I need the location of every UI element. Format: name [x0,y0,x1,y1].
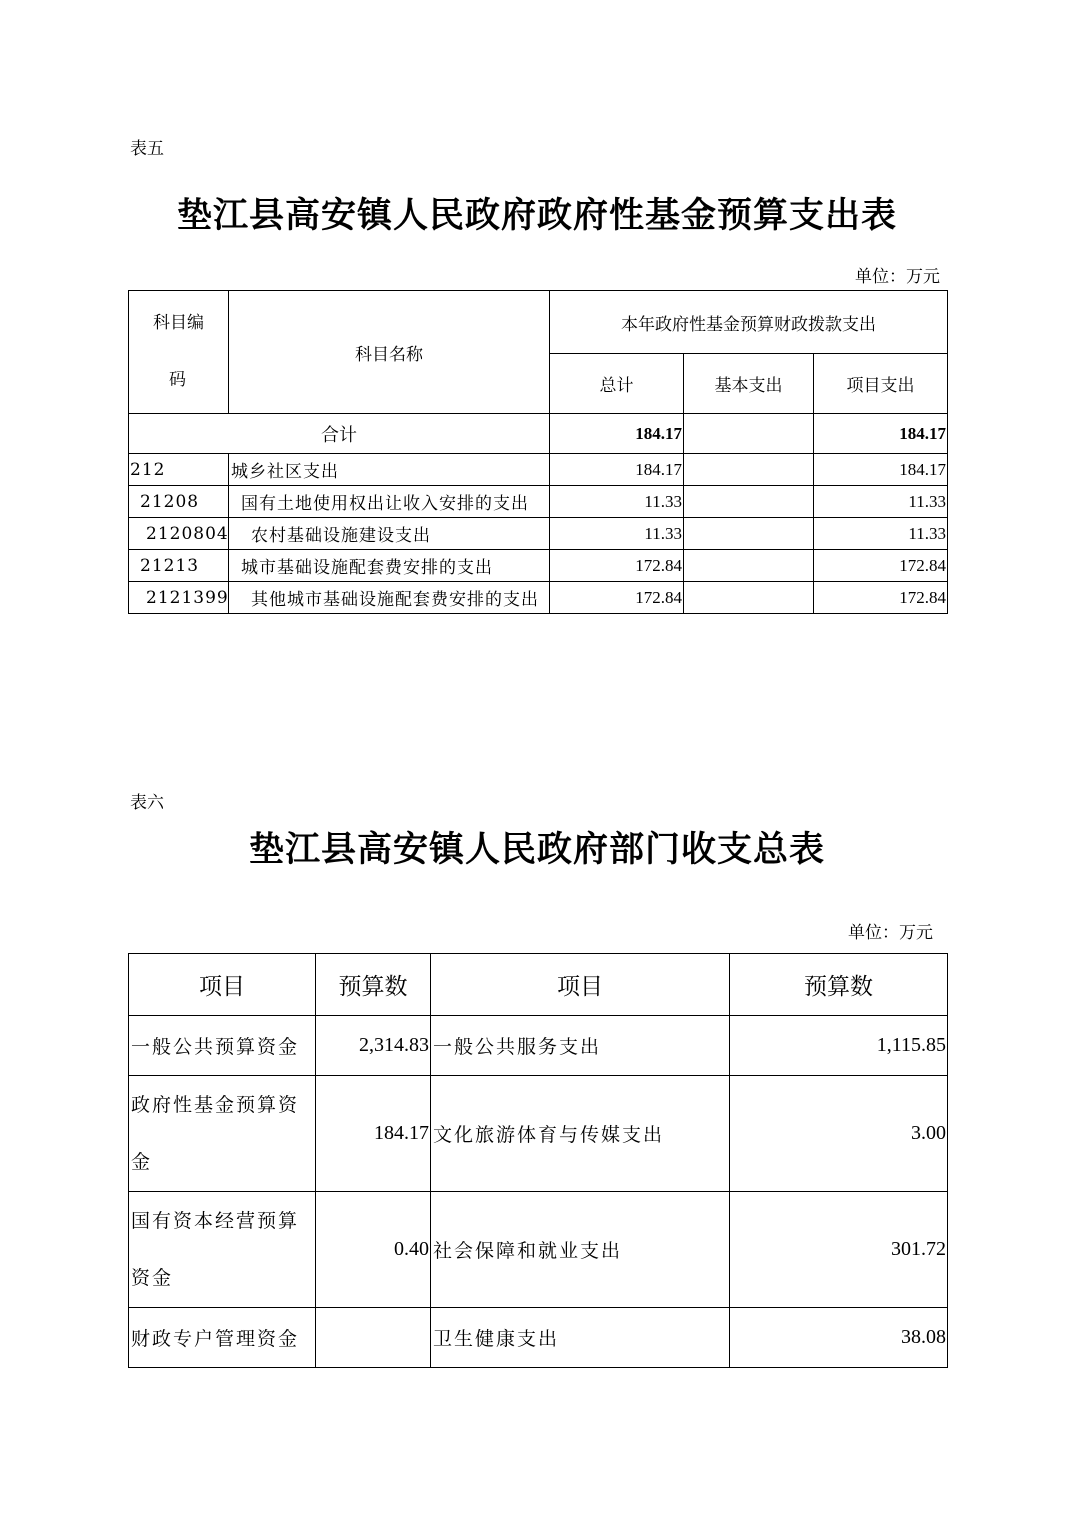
right-item: 文化旅游体育与传媒支出 [431,1076,730,1192]
row-total: 11.33 [550,518,684,550]
income-expenditure-summary-table [128,953,948,1368]
header-budget-left: 预算数 [316,954,431,1016]
left-item [129,1308,316,1368]
right-value: 38.08 [730,1308,948,1368]
left-value [316,1308,431,1368]
row-name: 农村基础设施建设支出 [229,518,550,550]
row-basic [684,550,814,582]
header-group: 本年政府性基金预算财政拨款支出 [550,291,948,354]
left-item-line1: 一般公共预算资金 [131,1036,300,1058]
row-name: 城市基础设施配套费安排的支出 [229,550,550,582]
left-item-line2: 资金 [131,1266,174,1289]
row-basic [684,582,814,614]
right-value: 1,115.85 [730,1016,948,1076]
header-code-line2: 码 [169,370,186,390]
left-item-line1: 财政专户管理资金 [131,1328,300,1350]
sum-row [129,414,948,454]
table6-title: 垫江县高安镇人民政府部门收支总表 [248,829,825,870]
sum-total: 184.17 [550,414,684,454]
row-project: 11.33 [814,518,948,550]
sum-project: 184.17 [814,414,948,454]
header-name: 科目名称 [229,291,550,414]
row-basic [684,454,814,486]
table6-label: 表六 [130,793,164,813]
left-item-line1: 国有资本经营预算 [131,1209,300,1232]
table5-label: 表五 [130,139,164,159]
table-row [129,1308,948,1368]
right-item: 卫生健康支出 [431,1308,730,1368]
row-total: 184.17 [550,454,684,486]
row-code: 21213 [129,550,229,582]
budget-expenditure-table [128,290,948,614]
header-basic: 基本支出 [684,354,814,414]
table-row [129,582,948,614]
left-item-line1: 政府性基金预算资 [131,1093,300,1116]
row-total: 172.84 [550,550,684,582]
row-code: 212 [129,454,229,486]
row-project: 172.84 [814,550,948,582]
table-row [129,1076,948,1192]
table-row [129,1016,948,1076]
sum-basic [684,414,814,454]
table-row [129,486,948,518]
row-basic [684,518,814,550]
header-item-left: 项目 [129,954,316,1016]
row-name: 其他城市基础设施配套费安排的支出 [229,582,550,614]
row-project: 11.33 [814,486,948,518]
left-value: 2,314.83 [316,1016,431,1076]
table5-title: 垫江县高安镇人民政府政府性基金预算支出表 [176,195,897,236]
left-item [129,1192,316,1308]
table-row [129,518,948,550]
right-item: 社会保障和就业支出 [431,1192,730,1308]
table5-unit: 单位：万元 [855,267,940,287]
left-item-line2: 金 [131,1150,153,1173]
row-code: 21208 [129,486,229,518]
row-total: 172.84 [550,582,684,614]
left-value: 184.17 [316,1076,431,1192]
table6-unit: 单位：万元 [848,923,933,943]
row-name: 城乡社区支出 [229,454,550,486]
row-name: 国有土地使用权出让收入安排的支出 [229,486,550,518]
header-total: 总计 [550,354,684,414]
right-value: 301.72 [730,1192,948,1308]
table-row [129,1192,948,1308]
row-project: 184.17 [814,454,948,486]
sum-label: 合计 [129,414,550,454]
row-basic [684,486,814,518]
header-budget-right: 预算数 [730,954,948,1016]
row-total: 11.33 [550,486,684,518]
table-row [129,454,948,486]
table-row [129,550,948,582]
row-code: 2121399 [129,582,229,614]
header-code-line1: 科目编 [153,313,204,333]
right-value: 3.00 [730,1076,948,1192]
header-project: 项目支出 [814,354,948,414]
header-item-right: 项目 [431,954,730,1016]
header-code [129,291,229,414]
left-value: 0.40 [316,1192,431,1308]
row-project: 172.84 [814,582,948,614]
left-item [129,1076,316,1192]
right-item: 一般公共服务支出 [431,1016,730,1076]
left-item [129,1016,316,1076]
row-code: 2120804 [129,518,229,550]
